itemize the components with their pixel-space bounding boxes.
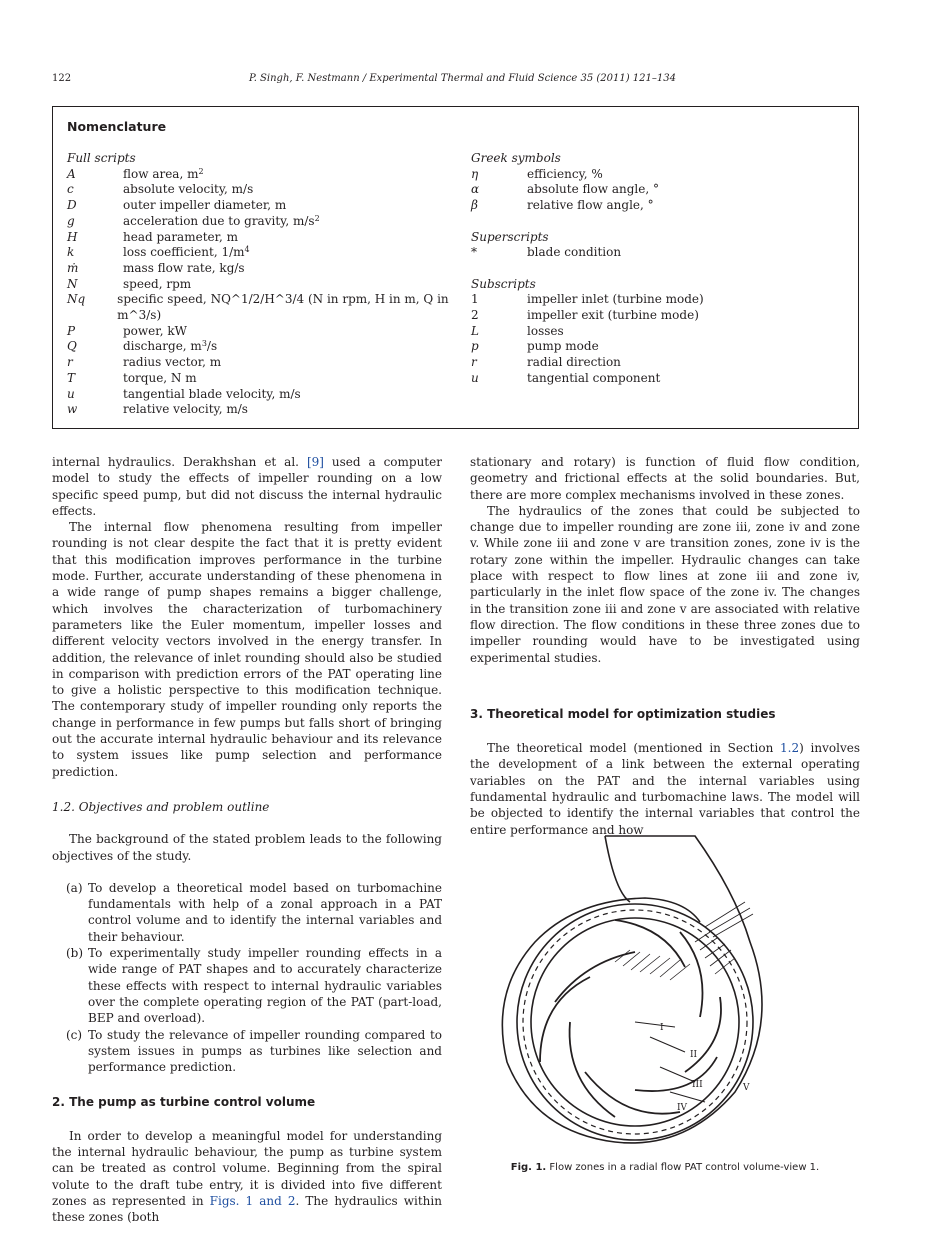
section-link[interactable]: 1.2 bbox=[780, 741, 800, 756]
right-column bbox=[470, 454, 860, 838]
zone-label: IV bbox=[677, 1103, 688, 1113]
list-item: (c) To study the relevance of impeller rounding compared to system issues in pumps as turbines like selection and performance prediction. bbox=[66, 1027, 442, 1075]
subsection-heading: 1.2. Objectives and problem outline bbox=[52, 799, 270, 814]
nom-entry: 1 impeller inlet (turbine mode) bbox=[471, 292, 704, 307]
nom-entry: H head parameter, m bbox=[67, 229, 239, 244]
figure-caption: Fig. 1. Flow zones in a radial flow PAT control volume-view 1. bbox=[510, 1162, 820, 1173]
greek-sub-super-list bbox=[471, 151, 851, 387]
paragraph: The hydraulics of the zones that could be subjected to change due to impeller rounding are zone iii, zone iv and zone v. While zone iii and zone v are transition zones, zone iv is the rotary zone within the impeller. Hydraulic changes can take place with respect to flow lines at zone iii and zone iv, particularly in the inlet flow space of the zone iv. The changes in the transition zone iii and zone v are associated with relative flow direction. The flow conditions in these three zones due to impeller rounding would have to be investigated using experimental studies. bbox=[470, 503, 860, 665]
figure-1 bbox=[495, 832, 795, 1162]
nom-entry: * blade condition bbox=[471, 245, 622, 260]
zone-label: V bbox=[743, 1083, 750, 1093]
volute-outer-wall bbox=[502, 836, 762, 1143]
subscripts-heading: Subscripts bbox=[471, 276, 536, 291]
paragraph: The theoretical model (mentioned in Section 1.2) involves the development of a link between the external operating variables on the PAT and the internal variables using fundamental hydraulic and turbomachine laws. The model will be objected to identify the internal variables that control the entire performance and how bbox=[470, 741, 860, 837]
volute-inlet-wall bbox=[605, 836, 630, 902]
paragraph: internal hydraulics. Derakhshan et al. [9] used a computer model to study the effects of impeller rounding on a low specific speed pump, but did not discuss the internal hydraulic effects. bbox=[52, 455, 442, 518]
flow-hatching bbox=[615, 902, 753, 980]
nom-entry: r radial direction bbox=[471, 355, 621, 370]
nom-entry: 2 impeller exit (turbine mode) bbox=[471, 308, 699, 322]
paragraph: The internal flow phenomena resulting from impeller rounding is not clear despite the fact that it is pretty evident that this modification improves performance in the turbine mode. Further, accurate understanding of these phenomena in a wide range of pump shapes remains a bigger challenge, which involves the characterization of turbomachinery parameters like the Euler momentum, impeller losses and different velocity vectors involved in the energy transfer. In addition, the relevance of inlet rounding should also be studied in comparison with prediction errors of the PAT operating line to give a holistic perspective to this modification technique. The contemporary study of impeller rounding only reports the change in performance in few pumps but falls short of bringing out the accurate internal hydraulic behaviour and its relevance to system issues like pump selection and performance prediction. bbox=[52, 520, 442, 779]
full-scripts-heading: Full scripts bbox=[67, 151, 136, 165]
pat-flow-zones-diagram bbox=[495, 832, 795, 1162]
greek-heading: Greek symbols bbox=[471, 151, 561, 165]
section-heading: 2. The pump as turbine control volume bbox=[52, 1095, 316, 1110]
paragraph: In order to develop a meaningful model for understanding the internal hydraulic behaviour, the pump as turbine system can be treated as control volume. Beginning from the spiral volute to the draft tube entry, it is divided into five different zones as represented in Figs. 1 and 2. The hydraulics within these zones (both bbox=[52, 1128, 442, 1225]
objectives-list bbox=[52, 880, 442, 1076]
nom-entry: α absolute flow angle, ° bbox=[471, 182, 659, 197]
paragraph: The background of the stated problem leads to the following objectives of the study. bbox=[52, 832, 442, 863]
nom-entry: Q discharge, $m^3/s$ bbox=[67, 339, 218, 354]
nomenclature-title: Nomenclature bbox=[67, 119, 167, 134]
figure-link[interactable]: Figs. 1 and 2 bbox=[209, 1193, 296, 1208]
page-number: 122 bbox=[52, 73, 72, 84]
nom-entry: Nq specific speed, NQ^1/2/H^3/4 (N in rpm, H in m, Q in m^3/s) bbox=[67, 292, 449, 323]
nom-entry: u tangential blade velocity, m/s bbox=[67, 386, 301, 401]
list-item: (a) To develop a theoretical model based on turbomachine fundamentals with help of a zonal approach in a PAT control volume and to identify the internal variables and their behaviour. bbox=[66, 880, 442, 944]
superscripts-heading: Superscripts bbox=[471, 229, 549, 244]
nom-entry: P power, kW bbox=[67, 323, 187, 338]
nom-entry: A flow area, $m^2$ bbox=[67, 166, 204, 181]
nom-entry: w relative velocity, m/s bbox=[67, 402, 248, 417]
zone-label: II bbox=[690, 1050, 698, 1060]
nom-entry: u tangential component bbox=[471, 370, 661, 385]
zone-label: I bbox=[660, 1023, 664, 1033]
nomenclature-box bbox=[52, 106, 859, 429]
zone-label: III bbox=[692, 1080, 703, 1090]
nom-entry: ṁ mass flow rate, kg/s bbox=[67, 260, 245, 275]
nom-entry: c absolute velocity, m/s bbox=[67, 182, 254, 197]
running-title: P. Singh, F. Nestmann / Experimental Thermal and Fluid Science 35 (2011) 121–134 bbox=[249, 73, 676, 84]
nom-entry: r radius vector, m bbox=[67, 355, 222, 370]
list-item: (b) To experimentally study impeller rounding effects in a wide range of PAT shapes and to accurately characterize these effects with respect to internal hydraulic variables over the complete operating region of the PAT (part-load, BEP and overload). bbox=[66, 946, 442, 1026]
paragraph: stationary and rotary) is function of fluid flow condition, geometry and frictional effects at the solid boundaries. But, there are more complex mechanisms involved in these zones. bbox=[470, 455, 860, 502]
nom-entry: k loss coefficient, $1/m^4$ bbox=[67, 245, 250, 260]
nom-entry: g acceleration due to gravity, $m/s^2$ bbox=[67, 213, 320, 228]
nom-entry: β relative flow angle, ° bbox=[471, 198, 654, 213]
left-column bbox=[52, 454, 442, 1225]
nom-entry: η efficiency, % bbox=[471, 166, 603, 181]
nom-entry: p pump mode bbox=[471, 339, 599, 354]
citation-link[interactable]: [9] bbox=[306, 455, 324, 469]
section-heading: 3. Theoretical model for optimization studies bbox=[470, 706, 776, 721]
nom-entry: T torque, N m bbox=[67, 370, 197, 385]
nom-entry: N speed, rpm bbox=[67, 276, 192, 291]
full-scripts-list bbox=[67, 151, 457, 418]
nom-entry: D outer impeller diameter, m bbox=[67, 198, 287, 213]
nom-entry: L losses bbox=[471, 323, 564, 338]
